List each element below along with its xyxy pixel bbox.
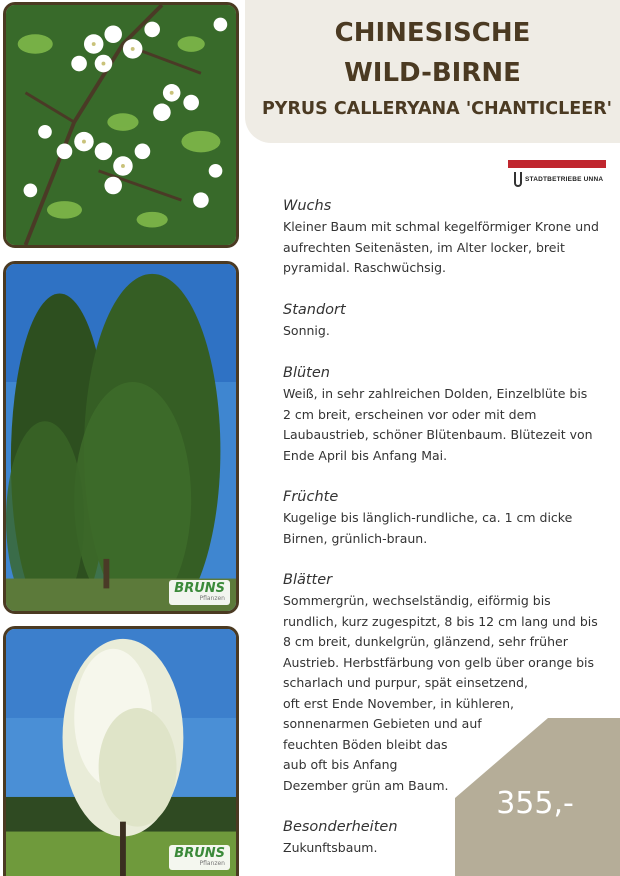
- photo-tree-blooming: [3, 626, 239, 876]
- section-text: Kleiner Baum mit schmal kegelförmiger Krone und aufrechten Seitenästen, im Alter locker, breit pyramidal. Raschwüchsig.: [283, 219, 599, 275]
- logo-u-icon: [514, 172, 522, 187]
- title-line-2: WILD-BIRNE: [344, 58, 521, 88]
- section-heading: Wuchs: [283, 198, 332, 214]
- logo-text: STADTBETRIEBE UNNA: [525, 176, 604, 183]
- section-heading: Standort: [283, 302, 346, 318]
- section-heading: Früchte: [283, 489, 339, 505]
- stadtbetriebe-logo: [508, 160, 606, 192]
- section-wuchs: [283, 196, 603, 279]
- section-besonderheiten: [283, 817, 603, 859]
- section-standort: [283, 300, 603, 342]
- photo-blossom-branch: [3, 2, 239, 248]
- title-line-1: CHINESISCHE: [334, 18, 531, 48]
- botanical-name: PYRUS CALLERYANA 'CHANTICLEER': [261, 99, 613, 119]
- section-blueten: [283, 363, 603, 466]
- logo-bar: [508, 160, 606, 168]
- section-heading: Besonderheiten: [283, 819, 398, 835]
- bruns-watermark: BRUNS Pflanzen: [169, 580, 230, 605]
- photo-tree-summer: [3, 261, 239, 614]
- section-text: Weiß, in sehr zahlreichen Dolden, Einzelblüte bis 2 cm breit, erscheinen vor oder mit dem Laubaustrieb, schöner Blütenbaum. Blütezeit von Ende April bis Anfang Mai.: [283, 386, 593, 463]
- price-label: 355,-: [496, 786, 574, 821]
- section-text: Kugelige bis länglich-rundliche, ca. 1 cm dicke Birnen, grünlich-braun.: [283, 510, 573, 546]
- section-text: Sonnig.: [283, 323, 330, 338]
- section-heading: Blüten: [283, 365, 330, 381]
- section-fruechte: [283, 487, 603, 549]
- title-panel: [245, 0, 620, 143]
- section-heading: Blätter: [283, 572, 333, 588]
- section-text: Sommergrün, wechselständig, eiförmig bis rundlich, kurz zugespitzt, 8 bis 12 cm lang und bis 8 cm breit, dunkelgrün, glänzend, sehr früher Austrieb. Herbstfärbung von gelb über orange bis scharlach und purpur, spät einsetzend, oft erst Ende November, in kühleren, sonnenarmen Gebieten und auf feuchten Böden bleibt das aub oft bis Anfang Dezember grün am Baum.: [283, 593, 598, 793]
- bruns-watermark: BRUNS Pflanzen: [169, 845, 230, 870]
- section-text: Zukunftsbaum.: [283, 840, 378, 855]
- blossom-branch-image: [6, 5, 236, 245]
- blooming-tree-image: [6, 629, 236, 876]
- summer-tree-image: [6, 264, 236, 611]
